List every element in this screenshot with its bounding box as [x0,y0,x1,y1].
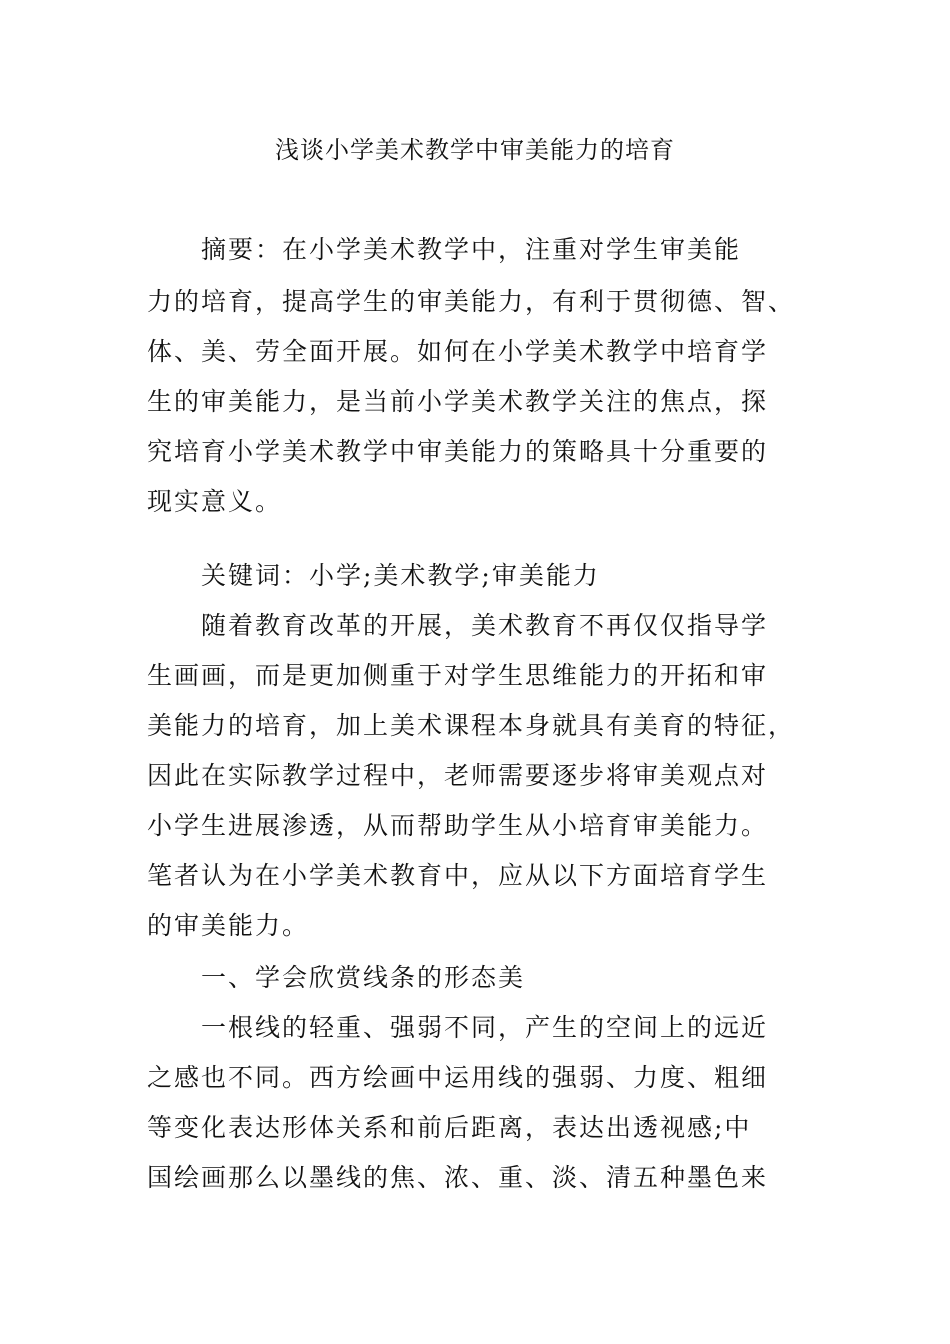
body-line: 的审美能力。 [147,911,310,940]
body-line: 国绘画那么以墨线的焦、浓、重、淡、清五种墨色来 [147,1163,769,1192]
body-line: 随着教育改革的开展，美术教育不再仅仅指导学 [147,611,769,640]
document-title: 浅谈小学美术教学中审美能力的培育 [275,136,675,164]
body-line: 小学生进展渗透，从而帮助学生从小培育审美能力。 [147,811,769,840]
body-line: 现实意义。 [147,487,283,516]
body-line: 摘要：在小学美术教学中，注重对学生审美能 [147,235,742,264]
body-line: 等变化表达形体关系和前后距离，表达出透视感;中 [147,1113,752,1142]
body-line: 之感也不同。西方绘画中运用线的强弱、力度、粗细 [147,1063,769,1092]
section-heading: 一、学会欣赏线条的形态美 [147,963,526,992]
body-line: 美能力的培育，加上美术课程本身就具有美育的特征， [147,711,796,740]
body-line: 因此在实际教学过程中，老师需要逐步将审美观点对 [147,761,769,790]
body-line: 体、美、劳全面开展。如何在小学美术教学中培育学 [147,337,769,366]
keywords-line: 关键词：小学;美术教学;审美能力 [147,561,600,590]
body-line: 生的审美能力，是当前小学美术教学关注的焦点，探 [147,387,769,416]
body-line: 一根线的轻重、强弱不同，产生的空间上的远近 [147,1013,769,1042]
body-line: 笔者认为在小学美术教育中，应从以下方面培育学生 [147,861,769,890]
body-line: 力的培育，提高学生的审美能力，有利于贯彻德、智、 [147,287,796,316]
body-line: 生画画，而是更加侧重于对学生思维能力的开拓和审 [147,661,769,690]
body-line: 究培育小学美术教学中审美能力的策略具十分重要的 [147,437,769,466]
